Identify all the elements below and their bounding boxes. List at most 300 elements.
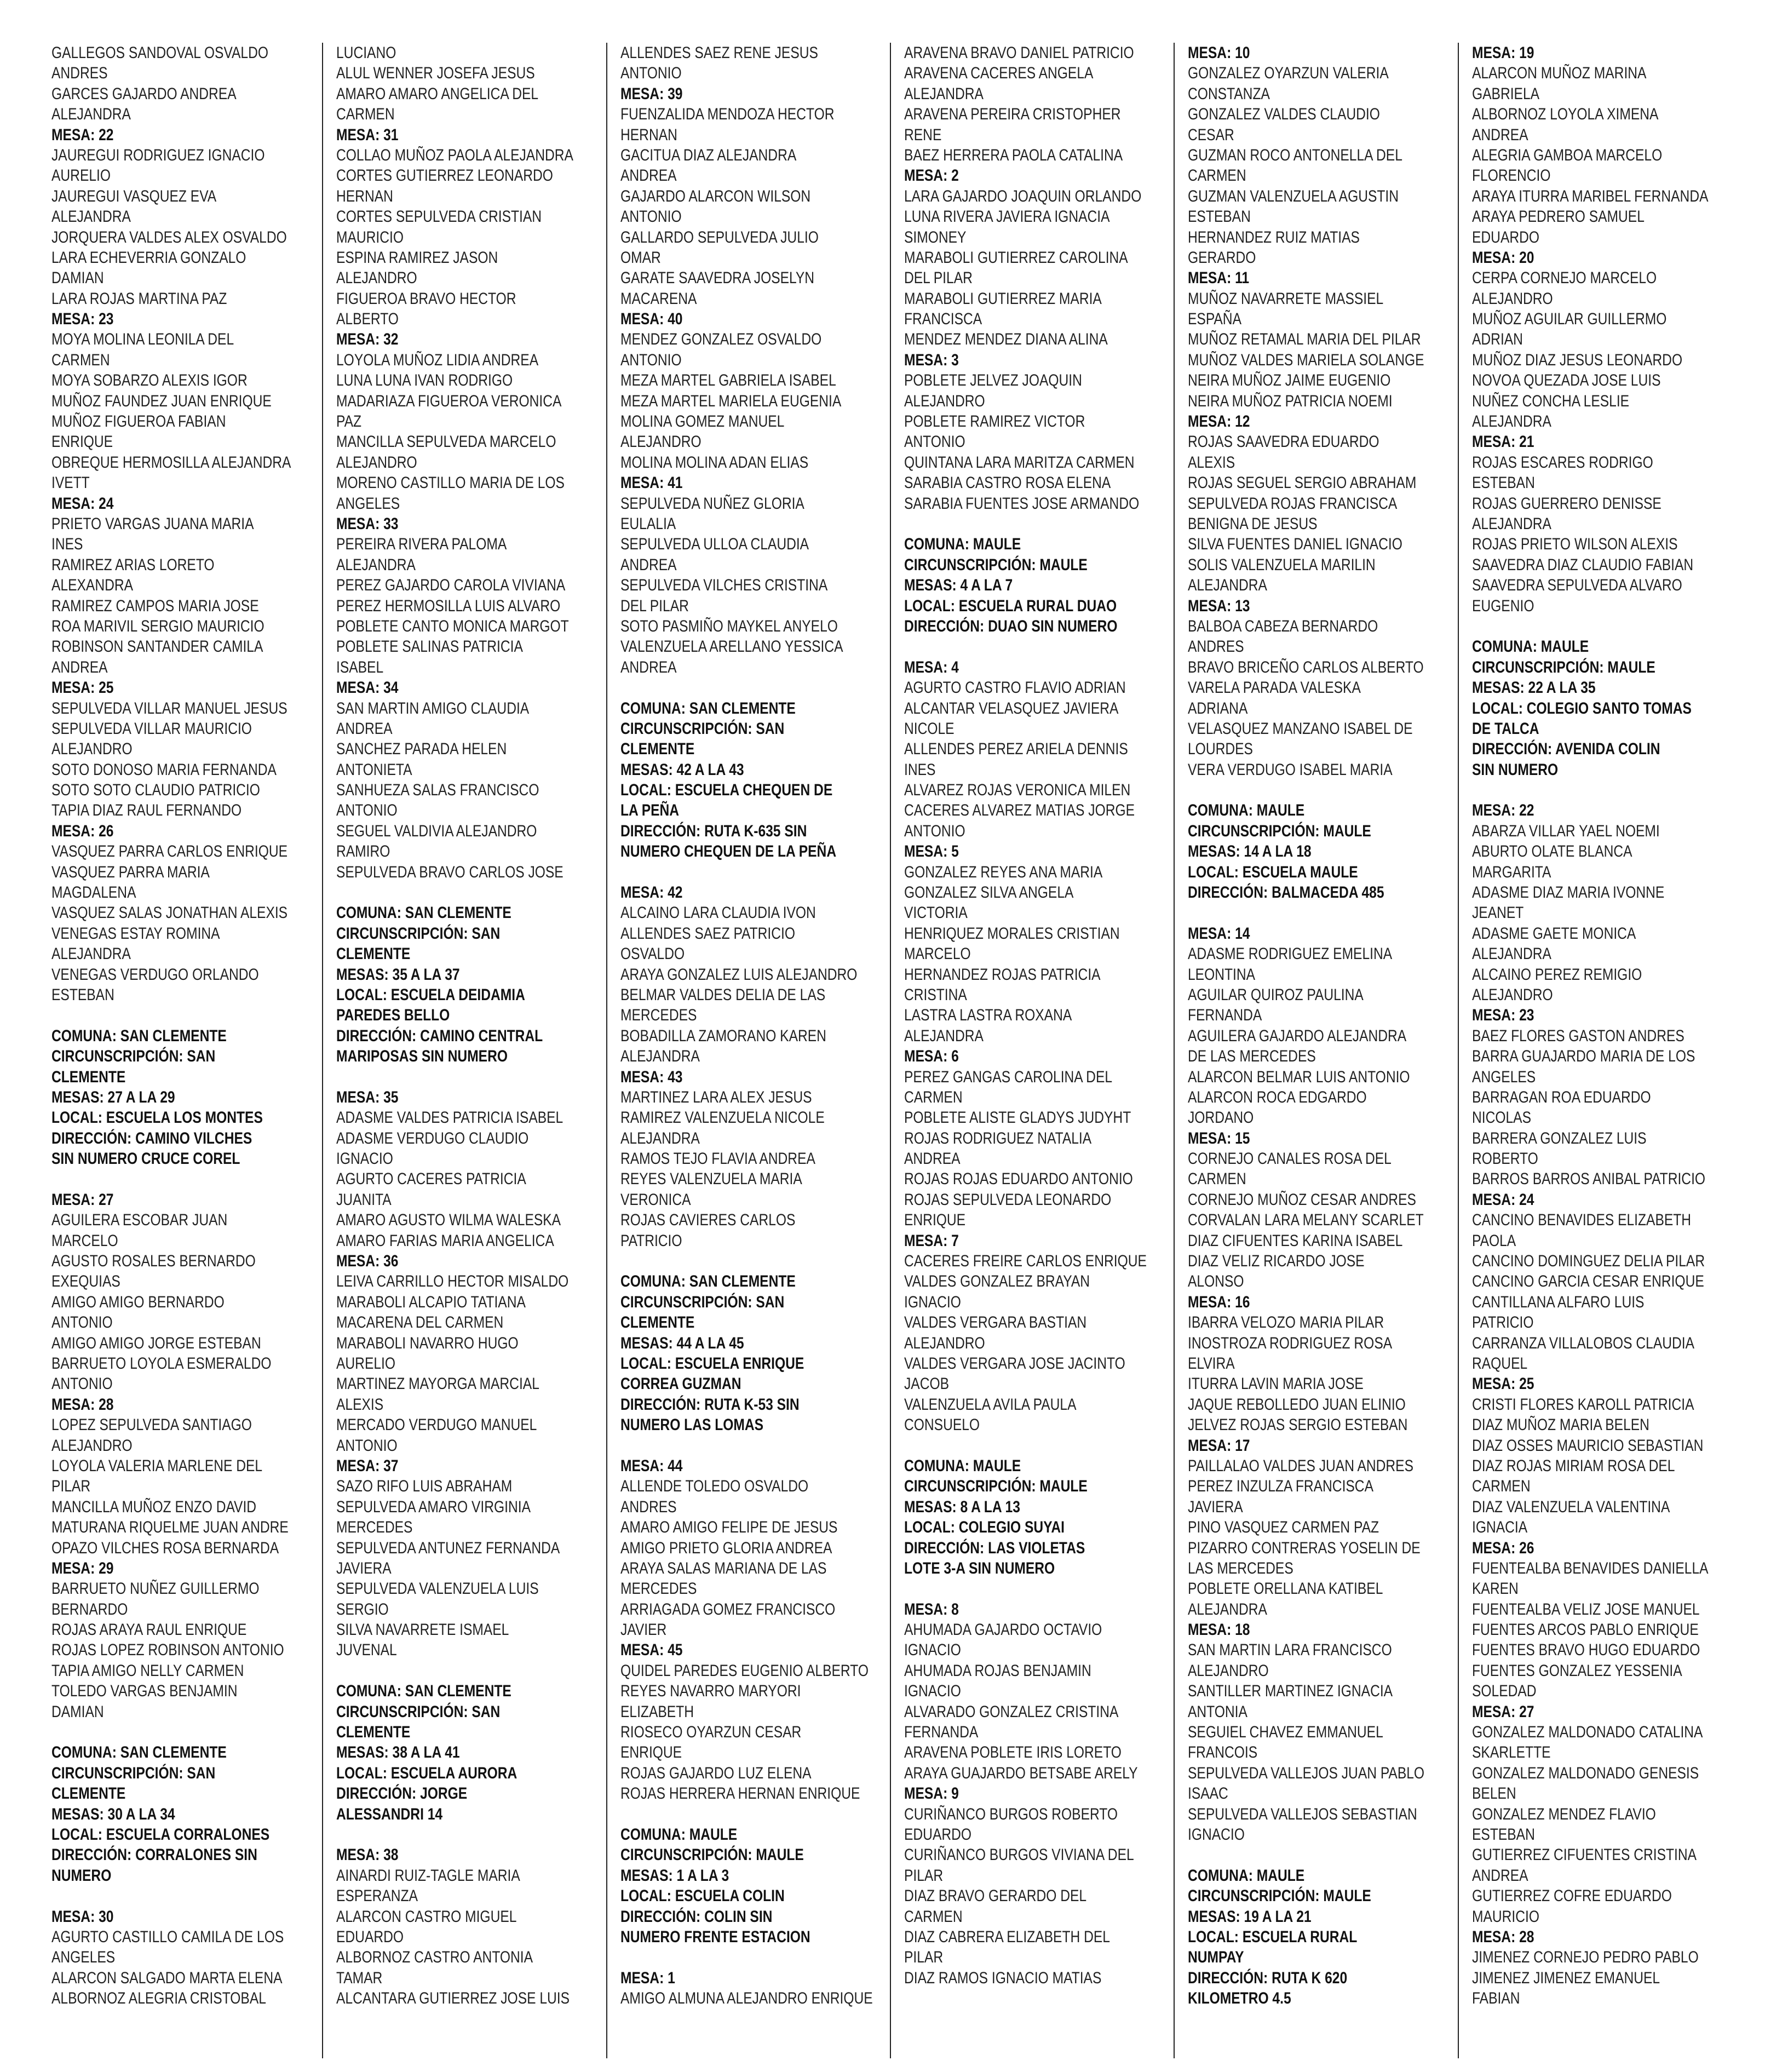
voter-name: ALEXANDRA bbox=[51, 576, 134, 595]
mesa-heading: MESA: 23 bbox=[51, 310, 114, 329]
voter-name: VASQUEZ PARRA CARLOS ENRIQUE bbox=[51, 842, 288, 861]
voter-name: ALEXIS bbox=[336, 1395, 384, 1414]
column-1 bbox=[38, 43, 322, 2058]
voter-name: MERCEDES bbox=[620, 1580, 697, 1598]
voter-name: CACERES FREIRE CARLOS ENRIQUE bbox=[904, 1252, 1147, 1271]
voter-name: ROJAS SEGUEL SERGIO ABRAHAM bbox=[1188, 474, 1417, 492]
voter-name: SEGUIEL CHAVEZ EMMANUEL bbox=[1188, 1723, 1384, 1742]
voter-name: PEREIRA RIVERA PALOMA bbox=[336, 535, 507, 554]
voter-name: ALEJANDRA bbox=[1471, 514, 1551, 533]
voter-name: MARABOLI GUTIERREZ MARIA bbox=[904, 289, 1102, 308]
polling-location-info: LOTE 3-A SIN NUMERO bbox=[904, 1559, 1055, 1577]
polling-location-info: SIN NUMERO CRUCE COREL bbox=[51, 1150, 240, 1168]
voter-name: SEPULVEDA VILLAR MANUEL JESUS bbox=[51, 699, 288, 718]
spacer bbox=[51, 1722, 311, 1742]
voter-name: PAILLALAO VALDES JUAN ANDRES bbox=[1188, 1456, 1414, 1475]
voter-name: HENRIQUEZ MORALES CRISTIAN bbox=[904, 924, 1120, 943]
voter-name: ROBINSON SANTANDER CAMILA bbox=[51, 638, 263, 656]
voter-name: FUENTEALBA BENAVIDES DANIELLA bbox=[1471, 1559, 1709, 1577]
mesa-heading: MESA: 45 bbox=[620, 1641, 683, 1660]
voter-name: HERNAN bbox=[336, 187, 394, 205]
voter-name: GALLEGOS SANDOVAL OSVALDO bbox=[51, 44, 269, 62]
voter-name: MUÑOZ DIAZ JESUS LEONARDO bbox=[1471, 351, 1682, 369]
polling-location-info: MESAS: 44 A LA 45 bbox=[620, 1334, 744, 1352]
voter-name: CANCINO DOMINGUEZ DELIA PILAR bbox=[1471, 1252, 1705, 1271]
voter-name: ALBORNOZ CASTRO ANTONIA bbox=[336, 1948, 533, 1967]
voter-name: ALEJANDRA bbox=[620, 1129, 700, 1147]
voter-name: ARAYA GUAJARDO BETSABE ARELY bbox=[904, 1764, 1138, 1782]
voter-name: IGNACIA bbox=[1471, 1518, 1527, 1537]
voter-name: DIAZ BRAVO GERARDO DEL bbox=[904, 1887, 1087, 1905]
voter-name: ITURRA LAVIN MARIA JOSE bbox=[1188, 1375, 1364, 1393]
voter-name: JUANITA bbox=[336, 1190, 392, 1209]
polling-location-info: LOCAL: ESCUELA AURORA bbox=[336, 1764, 518, 1782]
voter-name: CARMEN bbox=[1188, 167, 1246, 185]
polling-location-info: LOCAL: ESCUELA ENRIQUE bbox=[620, 1354, 804, 1373]
column-4 bbox=[890, 43, 1174, 2058]
polling-location-info: CLEMENTE bbox=[620, 1313, 694, 1332]
voter-name: ALEJANDRO bbox=[620, 433, 702, 451]
spacer bbox=[620, 1436, 878, 1456]
voter-name: QUINTANA LARA MARITZA CARMEN bbox=[904, 453, 1135, 472]
voter-name: SEPULVEDA NUÑEZ GLORIA bbox=[620, 494, 804, 513]
voter-name: CURIÑANCO BURGOS ROBERTO bbox=[904, 1805, 1118, 1823]
voter-name: MENDEZ MENDEZ DIANA ALINA bbox=[904, 330, 1108, 349]
voter-name: JAUREGUI RODRIGUEZ IGNACIO bbox=[51, 146, 265, 164]
mesa-heading: MESA: 36 bbox=[336, 1252, 399, 1271]
voter-name: MARABOLI ALCAPIO TATIANA bbox=[336, 1293, 526, 1311]
voter-name: MARTINEZ MAYORGA MARCIAL bbox=[336, 1375, 540, 1393]
voter-name: RIOSECO OYARZUN CESAR bbox=[620, 1723, 801, 1742]
voter-name: QUIDEL PAREDES EUGENIO ALBERTO bbox=[620, 1661, 869, 1680]
mesa-heading: MESA: 15 bbox=[1188, 1129, 1250, 1147]
voter-name: ALEJANDRO bbox=[336, 269, 417, 288]
polling-location-info: COMUNA: MAULE bbox=[1188, 1866, 1305, 1885]
voter-name: GARATE SAAVEDRA JOSELYN bbox=[620, 269, 814, 288]
voter-name: ALCANTARA GUTIERREZ JOSE LUIS bbox=[336, 1989, 570, 2008]
voter-name: ROJAS GAJARDO LUZ ELENA bbox=[620, 1764, 812, 1782]
voter-name: BALBOA CABEZA BERNARDO bbox=[1188, 617, 1378, 635]
voter-name: AINARDI RUIZ-TAGLE MARIA bbox=[336, 1866, 521, 1885]
voter-name: SEPULVEDA VALLEJOS SEBASTIAN bbox=[1188, 1805, 1418, 1823]
voter-name: ARAVENA POBLETE IRIS LORETO bbox=[904, 1743, 1122, 1762]
voter-name: MARGARITA bbox=[1471, 863, 1551, 881]
voter-name: PRIETO VARGAS JUANA MARIA bbox=[51, 514, 254, 533]
voter-name: SEPULVEDA AMARO VIRGINIA bbox=[336, 1497, 531, 1516]
polling-location-info: PAREDES BELLO bbox=[336, 1006, 450, 1025]
voter-name: GONZALEZ SILVA ANGELA bbox=[904, 883, 1074, 902]
voter-name: VENEGAS VERDUGO ORLANDO bbox=[51, 965, 259, 984]
voter-name: AURELIO bbox=[336, 1354, 396, 1373]
voter-name: ELVIRA bbox=[1188, 1354, 1235, 1373]
voter-name: MUÑOZ FIGUEROA FABIAN bbox=[51, 412, 226, 431]
voter-name: INES bbox=[51, 535, 83, 554]
voter-name: ENRIQUE bbox=[51, 433, 113, 451]
voter-name: ARAYA ITURRA MARIBEL FERNANDA bbox=[1471, 187, 1709, 205]
polling-location-info: CIRCUNSCRIPCIÓN: MAULE bbox=[904, 555, 1088, 574]
voter-name: POBLETE ORELLANA KATIBEL bbox=[1188, 1580, 1383, 1598]
mesa-heading: MESA: 25 bbox=[1471, 1375, 1534, 1393]
mesa-heading: MESA: 30 bbox=[51, 1907, 114, 1926]
polling-location-info: LOCAL: ESCUELA RURAL bbox=[1188, 1927, 1358, 1946]
polling-location-info: MESAS: 19 A LA 21 bbox=[1188, 1907, 1312, 1926]
column-2 bbox=[322, 43, 606, 2058]
voter-name: FRANCISCA bbox=[904, 310, 982, 329]
voter-name: SEPULVEDA VALENZUELA LUIS bbox=[336, 1580, 539, 1598]
mesa-heading: MESA: 11 bbox=[1188, 269, 1250, 288]
voter-name: NUÑEZ CONCHA LESLIE bbox=[1471, 392, 1629, 410]
voter-name: SOTO DONOSO MARIA FERNANDA bbox=[51, 760, 277, 779]
voter-name: ALLENDES SAEZ RENE JESUS bbox=[620, 44, 818, 62]
voter-name: BAEZ FLORES GASTON ANDRES bbox=[1471, 1026, 1684, 1045]
voter-name: MARCELO bbox=[51, 1231, 118, 1250]
voter-name: JEANET bbox=[1471, 904, 1523, 922]
mesa-heading: MESA: 22 bbox=[1471, 801, 1534, 820]
voter-name: SOLIS VALENZUELA MARILIN bbox=[1188, 555, 1376, 574]
voter-name: PIZARRO CONTRERAS YOSELIN DE bbox=[1188, 1539, 1421, 1557]
voter-name: ALBORNOZ LOYOLA XIMENA bbox=[1471, 105, 1659, 124]
voter-name: PINO VASQUEZ CARMEN PAZ bbox=[1188, 1518, 1379, 1537]
voter-name: RAMIREZ ARIAS LORETO bbox=[51, 555, 215, 574]
voter-name: FRANCOIS bbox=[1188, 1743, 1258, 1762]
voter-name: MAURICIO bbox=[1471, 1907, 1539, 1926]
mesa-heading: MESA: 42 bbox=[620, 883, 683, 902]
polling-location-info: COMUNA: SAN CLEMENTE bbox=[620, 699, 796, 718]
voter-name: JORQUERA VALDES ALEX OSVALDO bbox=[51, 228, 287, 246]
polling-location-info: CLEMENTE bbox=[51, 1067, 126, 1086]
voter-name: POBLETE SALINAS PATRICIA bbox=[336, 638, 524, 656]
voter-name: AMIGO AMIGO BERNARDO bbox=[51, 1293, 225, 1311]
voter-name: CANTILLANA ALFARO LUIS bbox=[1471, 1293, 1645, 1311]
voter-name: ALEJANDRO bbox=[904, 392, 985, 410]
voter-name: ENRIQUE bbox=[620, 1743, 682, 1762]
polling-location-info: NUMPAY bbox=[1188, 1948, 1244, 1967]
voter-name: HERNAN bbox=[620, 125, 677, 144]
voter-name: LARA GAJARDO JOAQUIN ORLANDO bbox=[904, 187, 1142, 205]
voter-name: ROJAS GUERRERO DENISSE bbox=[1471, 494, 1661, 513]
voter-name: SAAVEDRA DIAZ CLAUDIO FABIAN bbox=[1471, 555, 1693, 574]
voter-name: MADARIAZA FIGUEROA VERONICA bbox=[336, 392, 562, 410]
voter-name: OSVALDO bbox=[620, 945, 685, 963]
column-6 bbox=[1458, 43, 1741, 2058]
polling-location-info: DIRECCIÓN: AVENIDA COLIN bbox=[1471, 740, 1660, 759]
voter-name: DEL PILAR bbox=[620, 596, 689, 615]
voter-name: FUENTEALBA VELIZ JOSE MANUEL bbox=[1471, 1600, 1700, 1618]
voter-name: MEZA MARTEL MARIELA EUGENIA bbox=[620, 392, 841, 410]
voter-name: MARTINEZ LARA ALEX JESUS bbox=[620, 1088, 812, 1106]
mesa-heading: MESA: 17 bbox=[1188, 1436, 1250, 1455]
voter-name: PATRICIO bbox=[620, 1231, 682, 1250]
voter-name: JAVIER bbox=[620, 1621, 666, 1639]
voter-name: VERA VERDUGO ISABEL MARIA bbox=[1188, 760, 1393, 779]
voter-name: JACOB bbox=[904, 1375, 950, 1393]
voter-name: RAMOS TEJO FLAVIA ANDREA bbox=[620, 1150, 815, 1168]
mesa-heading: MESA: 1 bbox=[620, 1968, 675, 1987]
voter-name: CARMEN bbox=[51, 351, 110, 369]
voter-name: MERCEDES bbox=[620, 1006, 697, 1025]
voter-name: SANCHEZ PARADA HELEN bbox=[336, 740, 507, 759]
voter-name: ALEJANDRA bbox=[620, 1047, 700, 1066]
voter-name: ALEJANDRO bbox=[1471, 289, 1553, 308]
mesa-heading: MESA: 23 bbox=[1471, 1006, 1534, 1025]
voter-name: VARELA PARADA VALESKA bbox=[1188, 679, 1361, 697]
voter-name: DIAZ CIFUENTES KARINA ISABEL bbox=[1188, 1231, 1403, 1250]
mesa-heading: MESA: 27 bbox=[51, 1190, 114, 1209]
voter-name: ADASME DIAZ MARIA IVONNE bbox=[1471, 883, 1664, 902]
voter-name: ALARCON CASTRO MIGUEL bbox=[336, 1907, 517, 1926]
polling-location-info: MESAS: 35 A LA 37 bbox=[336, 965, 460, 984]
voter-name: ALARCON BELMAR LUIS ANTONIO bbox=[1188, 1067, 1410, 1086]
voter-name: ALVARADO GONZALEZ CRISTINA bbox=[904, 1702, 1119, 1721]
voter-name: GUTIERREZ COFRE EDUARDO bbox=[1471, 1887, 1672, 1905]
voter-name: ALCANTAR VELASQUEZ JAVIERA bbox=[904, 699, 1119, 718]
polling-location-info: MARIPOSAS SIN NUMERO bbox=[336, 1047, 508, 1066]
voter-name: ANDREA bbox=[1471, 1866, 1528, 1885]
polling-location-info: MESAS: 27 A LA 29 bbox=[51, 1088, 175, 1106]
voter-name: SAZO RIFO LUIS ABRAHAM bbox=[336, 1477, 513, 1496]
voter-name: ANDRES bbox=[620, 1497, 677, 1516]
voter-name: ESTEBAN bbox=[1188, 208, 1251, 226]
mesa-heading: MESA: 24 bbox=[1471, 1190, 1534, 1209]
mesa-heading: MESA: 10 bbox=[1188, 44, 1250, 62]
voter-list-page bbox=[38, 43, 1741, 2058]
voter-name: ANTONIO bbox=[904, 433, 965, 451]
column-3 bbox=[606, 43, 890, 2058]
spacer bbox=[904, 636, 1162, 657]
voter-name: PEREZ GAJARDO CAROLA VIVIANA bbox=[336, 576, 566, 595]
voter-name: MERCADO VERDUGO MANUEL bbox=[336, 1416, 537, 1434]
voter-name: VICTORIA bbox=[904, 904, 968, 922]
spacer bbox=[336, 1661, 594, 1681]
polling-location-info: KILOMETRO 4.5 bbox=[1188, 1989, 1291, 2008]
voter-name: POBLETE CANTO MONICA MARGOT bbox=[336, 617, 569, 635]
voter-name: AGUILERA ESCOBAR JUAN bbox=[51, 1211, 228, 1230]
voter-name: HERNANDEZ ROJAS PATRICIA bbox=[904, 965, 1101, 984]
voter-name: MOYA MOLINA LEONILA DEL bbox=[51, 330, 234, 349]
voter-name: EDUARDO bbox=[1471, 228, 1539, 246]
voter-name: MUÑOZ NAVARRETE MASSIEL bbox=[1188, 289, 1384, 308]
mesa-heading: MESA: 40 bbox=[620, 310, 683, 329]
voter-name: VELASQUEZ MANZANO ISABEL DE bbox=[1188, 719, 1413, 738]
voter-name: BELEN bbox=[1471, 1784, 1516, 1803]
voter-name: ALEJANDRO bbox=[904, 1334, 985, 1352]
spacer bbox=[620, 1251, 878, 1271]
voter-name: PEREZ INZULZA FRANCISCA bbox=[1188, 1477, 1374, 1496]
voter-name: FUENTES BRAVO HUGO EDUARDO bbox=[1471, 1641, 1700, 1660]
polling-location-info: CIRCUNSCRIPCIÓN: MAULE bbox=[1188, 822, 1372, 840]
polling-location-info: CLEMENTE bbox=[336, 945, 411, 963]
voter-name: MOLINA GOMEZ MANUEL bbox=[620, 412, 785, 431]
polling-location-info: COMUNA: MAULE bbox=[1471, 638, 1589, 656]
polling-location-info: LOCAL: ESCUELA RURAL DUAO bbox=[904, 596, 1117, 615]
polling-location-info: DIRECCIÓN: COLIN SIN bbox=[620, 1907, 773, 1926]
voter-name: AHUMADA ROJAS BENJAMIN bbox=[904, 1661, 1091, 1680]
voter-name: VERONICA bbox=[620, 1190, 691, 1209]
voter-name: ANTONIO bbox=[51, 1375, 113, 1393]
voter-name: GONZALEZ VALDES CLAUDIO bbox=[1188, 105, 1381, 124]
voter-name: CORVALAN LARA MELANY SCARLET bbox=[1188, 1211, 1424, 1230]
voter-name: ESTEBAN bbox=[1471, 474, 1535, 492]
voter-name: LOURDES bbox=[1188, 740, 1254, 759]
voter-name: SAN MARTIN LARA FRANCISCO bbox=[1188, 1641, 1393, 1660]
voter-name: LEIVA CARRILLO HECTOR MISALDO bbox=[336, 1272, 569, 1291]
polling-location-info: MESAS: 14 A LA 18 bbox=[1188, 842, 1312, 861]
voter-name: CARMEN bbox=[336, 105, 395, 124]
voter-name: ANTONIO bbox=[336, 801, 398, 820]
voter-name: ADASME VERDUGO CLAUDIO bbox=[336, 1129, 529, 1147]
polling-location-info: ALESSANDRI 14 bbox=[336, 1805, 443, 1823]
voter-name: FLORENCIO bbox=[1471, 167, 1551, 185]
mesa-heading: MESA: 31 bbox=[336, 125, 399, 144]
voter-name: DIAZ RAMOS IGNACIO MATIAS bbox=[904, 1968, 1102, 1987]
voter-name: ALEJANDRA bbox=[1188, 1600, 1268, 1618]
mesa-heading: MESA: 43 bbox=[620, 1067, 683, 1086]
voter-name: AMIGO ALMUNA ALEJANDRO ENRIQUE bbox=[620, 1989, 873, 2008]
polling-location-info: CORREA GUZMAN bbox=[620, 1375, 741, 1393]
voter-name: ANTONIA bbox=[1188, 1702, 1248, 1721]
mesa-heading: MESA: 24 bbox=[51, 494, 114, 513]
voter-name: MUÑOZ VALDES MARIELA SOLANGE bbox=[1188, 351, 1424, 369]
voter-name: GERARDO bbox=[1188, 248, 1256, 267]
polling-location-info: COMUNA: MAULE bbox=[904, 535, 1021, 554]
voter-name: AMARO AMARO ANGELICA DEL bbox=[336, 84, 539, 103]
polling-location-info: DIRECCIÓN: LAS VIOLETAS bbox=[904, 1539, 1085, 1557]
spacer bbox=[1472, 780, 1730, 800]
voter-name: ALUL WENNER JOSEFA JESUS bbox=[336, 64, 536, 83]
polling-location-info: CIRCUNSCRIPCIÓN: MAULE bbox=[904, 1477, 1088, 1496]
polling-location-info: COMUNA: SAN CLEMENTE bbox=[51, 1743, 227, 1762]
voter-name: ISABEL bbox=[336, 658, 384, 676]
voter-name: VASQUEZ PARRA MARIA bbox=[51, 863, 210, 881]
voter-name: MACARENA DEL CARMEN bbox=[336, 1313, 504, 1332]
voter-name: ALEJANDRA bbox=[51, 208, 131, 226]
polling-location-info: COMUNA: SAN CLEMENTE bbox=[336, 1682, 512, 1701]
voter-name: GONZALEZ REYES ANA MARIA bbox=[904, 863, 1103, 881]
spacer bbox=[51, 1886, 311, 1906]
voter-name: ESPAÑA bbox=[1188, 310, 1242, 329]
voter-name: AMARO FARIAS MARIA ANGELICA bbox=[336, 1231, 555, 1250]
voter-name: KAREN bbox=[1471, 1580, 1519, 1598]
spacer bbox=[904, 514, 1162, 534]
voter-name: SILVA FUENTES DANIEL IGNACIO bbox=[1188, 535, 1403, 554]
voter-name: ARAVENA CACERES ANGELA bbox=[904, 64, 1094, 83]
voter-name: MARABOLI NAVARRO HUGO bbox=[336, 1334, 519, 1352]
voter-name: ANDREA bbox=[620, 555, 677, 574]
voter-name: AGUSTO ROSALES BERNARDO bbox=[51, 1252, 256, 1271]
polling-location-info: CIRCUNSCRIPCIÓN: SAN bbox=[51, 1047, 216, 1066]
voter-name: FUENTES GONZALEZ YESSENIA bbox=[1471, 1661, 1682, 1680]
polling-location-info: LOCAL: ESCUELA LOS MONTES bbox=[51, 1109, 263, 1127]
voter-name: NICOLAS bbox=[1471, 1109, 1531, 1127]
voter-name: ADASME VALDES PATRICIA ISABEL bbox=[336, 1109, 564, 1127]
voter-name: ROJAS CAVIERES CARLOS bbox=[620, 1211, 796, 1230]
voter-name: CARMEN bbox=[904, 1088, 963, 1106]
spacer bbox=[1188, 780, 1446, 800]
voter-name: BARRA GUAJARDO MARIA DE LOS bbox=[1471, 1047, 1695, 1066]
mesa-heading: MESA: 5 bbox=[904, 842, 959, 861]
voter-name: MERCEDES bbox=[336, 1518, 413, 1537]
voter-name: SILVA NAVARRETE ISMAEL bbox=[336, 1621, 509, 1639]
mesa-heading: MESA: 4 bbox=[904, 658, 959, 676]
voter-name: GONZALEZ OYARZUN VALERIA bbox=[1188, 64, 1389, 83]
voter-name: BARRERA GONZALEZ LUIS bbox=[1471, 1129, 1647, 1147]
polling-location-info: COMUNA: SAN CLEMENTE bbox=[336, 904, 512, 922]
voter-name: ANDREA bbox=[904, 1150, 961, 1168]
voter-name: JELVEZ ROJAS SERGIO ESTEBAN bbox=[1188, 1416, 1408, 1434]
voter-name: DE LAS MERCEDES bbox=[1188, 1047, 1316, 1066]
mesa-heading: MESA: 9 bbox=[904, 1784, 959, 1803]
voter-name: AHUMADA GAJARDO OCTAVIO bbox=[904, 1621, 1102, 1639]
voter-name: ROJAS ROJAS EDUARDO ANTONIO bbox=[904, 1170, 1133, 1189]
voter-name: SAN MARTIN AMIGO CLAUDIA bbox=[336, 699, 530, 718]
polling-location-info: DIRECCIÓN: JORGE bbox=[336, 1784, 468, 1803]
voter-name: GONZALEZ MALDONADO GENESIS bbox=[1471, 1764, 1699, 1782]
voter-name: INES bbox=[904, 760, 936, 779]
voter-name: IGNACIO bbox=[904, 1682, 961, 1701]
voter-name: ROBERTO bbox=[1471, 1150, 1538, 1168]
voter-name: RAQUEL bbox=[1471, 1354, 1527, 1373]
voter-name: JUVENAL bbox=[336, 1641, 398, 1660]
voter-name: AMARO AMIGO FELIPE DE JESUS bbox=[620, 1518, 838, 1537]
voter-name: MUÑOZ FAUNDEZ JUAN ENRIQUE bbox=[51, 392, 272, 410]
voter-name: ANTONIO bbox=[620, 64, 682, 83]
mesa-heading: MESA: 18 bbox=[1188, 1621, 1250, 1639]
voter-name: ROJAS SEPULVEDA LEONARDO bbox=[904, 1190, 1112, 1209]
polling-location-info: LOCAL: ESCUELA MAULE bbox=[1188, 863, 1359, 881]
polling-location-info: NUMERO bbox=[51, 1866, 112, 1885]
voter-name: AURELIO bbox=[51, 167, 111, 185]
voter-name: ANDREA bbox=[620, 658, 677, 676]
voter-name: AMIGO AMIGO JORGE ESTEBAN bbox=[51, 1334, 261, 1352]
voter-name: ADASME GAETE MONICA bbox=[1471, 924, 1636, 943]
voter-name: ALEJANDRO bbox=[336, 453, 417, 472]
mesa-heading: MESA: 29 bbox=[51, 1559, 114, 1577]
voter-name: MARCELO bbox=[904, 945, 971, 963]
voter-name: FUENZALIDA MENDOZA HECTOR bbox=[620, 105, 835, 124]
voter-name: VASQUEZ SALAS JONATHAN ALEXIS bbox=[51, 904, 288, 922]
voter-name: DIAZ VELIZ RICARDO JOSE bbox=[1188, 1252, 1365, 1271]
spacer bbox=[336, 882, 594, 903]
voter-name: NEIRA MUÑOZ PATRICIA NOEMI bbox=[1188, 392, 1393, 410]
voter-name: AGURTO CASTILLO CAMILA DE LOS bbox=[51, 1927, 284, 1946]
voter-name: MARABOLI GUTIERREZ CAROLINA bbox=[904, 248, 1128, 267]
voter-name: COLLAO MUÑOZ PAOLA ALEJANDRA bbox=[336, 146, 574, 164]
voter-name: PAZ bbox=[336, 412, 362, 431]
voter-name: CORTES SEPULVEDA CRISTIAN bbox=[336, 208, 542, 226]
voter-name: CACERES ALVAREZ MATIAS JORGE bbox=[904, 801, 1135, 820]
polling-location-info: LA PEÑA bbox=[620, 801, 679, 820]
voter-name: FIGUEROA BRAVO HECTOR bbox=[336, 289, 516, 308]
voter-name: GUZMAN ROCO ANTONELLA DEL bbox=[1188, 146, 1403, 164]
voter-name: SEPULVEDA ANTUNEZ FERNANDA bbox=[336, 1539, 560, 1557]
voter-name: ALLENDES SAEZ PATRICIO bbox=[620, 924, 795, 943]
mesa-heading: MESA: 39 bbox=[620, 84, 683, 103]
voter-name: CONSUELO bbox=[904, 1416, 980, 1434]
voter-name: ALEXIS bbox=[1188, 453, 1235, 472]
mesa-heading: MESA: 14 bbox=[1188, 924, 1250, 943]
voter-name: BARRUETO LOYOLA ESMERALDO bbox=[51, 1354, 272, 1373]
polling-location-info: MESAS: 22 A LA 35 bbox=[1471, 679, 1596, 697]
polling-location-info: DIRECCIÓN: BALMACEDA 485 bbox=[1188, 883, 1384, 902]
voter-name: ALCAINO PEREZ REMIGIO bbox=[1471, 965, 1642, 984]
voter-name: ROA MARIVIL SERGIO MAURICIO bbox=[51, 617, 265, 635]
mesa-heading: MESA: 44 bbox=[620, 1456, 683, 1475]
voter-name: MANCILLA SEPULVEDA MARCELO bbox=[336, 433, 556, 451]
voter-name: ABURTO OLATE BLANCA bbox=[1471, 842, 1632, 861]
voter-name: CARMEN bbox=[904, 1907, 963, 1926]
voter-name: ARAYA GONZALEZ LUIS ALEJANDRO bbox=[620, 965, 858, 984]
mesa-heading: MESA: 20 bbox=[1471, 248, 1534, 267]
